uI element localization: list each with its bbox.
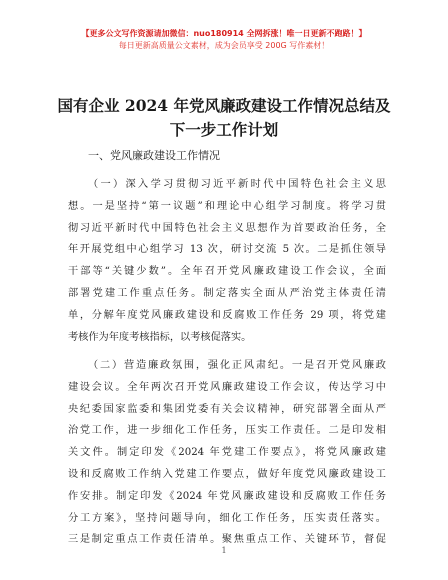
paragraph-line: 作安排。制定印发《2024 年党风廉政建设和反腐败工作任务	[68, 490, 386, 502]
document-title-line2: 下一步工作计划	[169, 120, 279, 139]
document-title-line1: 国有企业 2024 年党风廉政建设工作情况总结及	[57, 96, 391, 115]
promo-banner	[0, 28, 448, 52]
paragraph-line: 年开展党组中心组学习 13 次，研讨交流 5 次。二是抓住领导	[68, 244, 386, 256]
paragraph-line: （二）营造廉政氛围，强化正风肃纪。一是召开党风廉政	[88, 360, 386, 371]
paragraph-line: 部署党建工作重点任务。制定落实全面从严治党主体责任清	[68, 287, 386, 299]
paragraph-line: 单，分解年度党风廉政建设和反腐败工作任务 29 项，将党建	[68, 309, 386, 321]
promo-banner-line2: 每日更新高质量公文素材，成为会员享受 200G 写作素材！	[118, 41, 330, 50]
paragraph-line: 三是制定重点工作责任清单。聚焦重点工作、关键环节，督促	[68, 534, 386, 546]
paragraph-line: 考核作为年度考核指标，以考核促落实。	[68, 331, 252, 343]
paragraph-line: （一）深入学习贯彻习近平新时代中国特色社会主义思	[88, 179, 386, 190]
promo-banner-line1: 【更多公文写作资源请加微信：nuo180914 全网拆涨！唯一日更新不跑路！】	[81, 29, 367, 38]
paragraph-line: 关文件。制定印发《2024 年党建工作要点》，将党风廉政建	[68, 447, 386, 459]
paragraph-line: 想。一是坚持“第一议题”和理论中心组学习制度。将学习贯	[68, 200, 386, 212]
paragraph-line: 干部等“关键少数”。全年召开党风廉政建设工作会议，全面	[68, 266, 386, 278]
paragraph-line: 彻习近平新时代中国特色社会主义思想作为首要政治任务，全	[68, 222, 386, 234]
paragraph-line: 央纪委国家监委和集团党委有关会议精神，研究部署全面从严	[68, 403, 386, 415]
paragraph-line: 设和反腐败工作纳入党建工作要点，做好年度党风廉政建设工	[68, 468, 386, 480]
paragraph-2	[68, 355, 386, 551]
section1-heading: 一、党风廉政建设工作情况	[88, 149, 220, 162]
page-number: 1	[221, 546, 227, 555]
document-title	[40, 94, 408, 142]
paragraph-line: 建设会议。全年两次召开党风廉政建设工作会议，传达学习中	[68, 381, 386, 393]
paragraph-line: 治党工作，进一步细化工作任务，压实工作责任。二是印发相	[68, 425, 386, 437]
paragraph-line: 分工方案》，坚持问题导向，细化工作任务，压实责任落实。	[68, 512, 386, 524]
paragraph-1	[68, 174, 386, 348]
